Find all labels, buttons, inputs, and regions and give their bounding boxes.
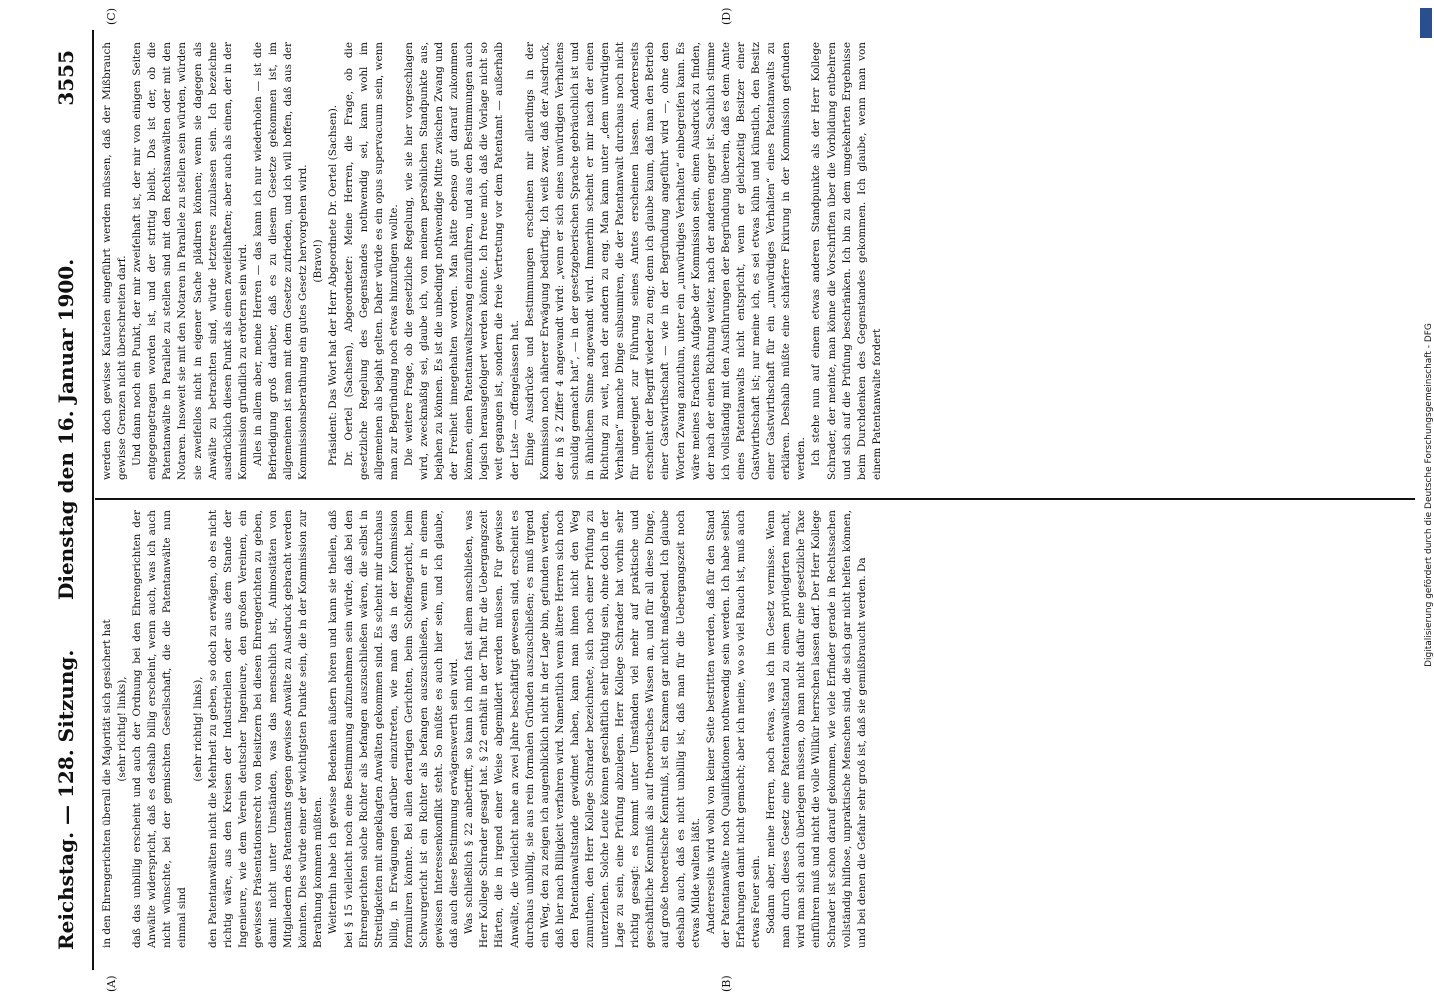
paragraph: den Patentanwälten nicht die Mehrheit zu geben, so doch zu erwägen, ob es nicht richtig wäre, aus den Kreisen der Industriellen oder aus dem Stande der Ingenieure, wie dem Verein deutscher Ingenieure, den großen Vereinen, ein gewisses Präsentationsrecht von Beisitzern bei diesen Ehrengerichten zu geben, damit nicht unter Umständen, was das menschlich ist, Animositäten von Mitgliedern des Patentamts gegen gewisse Anwälte zu Ausdruck gebracht werden könnten. Dies würde einer der wichtigsten Punkte sein, die in der Kommission zur Berathung kommen müßten. bbox=[206, 510, 325, 948]
paragraph: Andererseits wird wohl von keiner Seite bestritten werden, daß für den Stand der Patentanwälte noch Qualifikationen nothwendig sein werden. Ich habe selbst Erfahrungen damit nicht gemacht; aber ich meine, wo so viel Rauch ist, muß auch etwas Feuer sein. bbox=[704, 510, 763, 948]
header-session: Reichstag. — 128. Sitzung. bbox=[54, 649, 78, 950]
paragraph: in den Ehrengerichten überall die Majorität sich gesichert hat bbox=[101, 619, 113, 948]
paragraph: Die weitere Frage, ob die gesetzliche Regelung, wie sie hier vorgeschlagen wird, zweckmäßig sei, glaube ich, von meinem persönlichen Standpunkte aus, bejahen zu können. Es ist die unbedingt nothwendige Mitte zwischen Zwang und der Freiheit innegehalten worden. Man hätte ebenso gut darauf zukommen können, einen Patentanwaltszwang einzuführen, und aus den Bestimmungen auch logisch herausgefolgert werden könnte. Ich freue mich, daß die Vorlage nicht so weit gegangen ist, sondern die freie Vertretung vor dem Patentamt — außerhalb der Liste — offengelassen hat. bbox=[402, 42, 521, 480]
header-rule bbox=[92, 30, 94, 970]
margin-letter-d: (D) bbox=[720, 7, 733, 25]
paragraph: Was schließlich § 22 anbetrifft, so kann ich mich fast allem anschließen, was Herr Kollege Schrader gesagt hat. § 22 enthält in der That für die Uebergangszeit Härten, die in irgend einer Weise abgemildert werden müssen. Für gewisse Anwälte, die vielleicht nahe an zwei Jahre beschäftigt gewesen sind, erscheint es durchaus unbillig, sie aus rein formalen Gründen auszuschließen; es muß irgend ein Weg, den zu zeigen ich augenblicklich nicht in der Lage bin, gefunden werden, daß hier nach Billigkeit verfahren wird. Namentlich wenn ältere Herren sich noch den Patentanwaltstande gewidmet haben, kann man ihnen nicht den Weg zumuthen, den Herr Kollege Schrader bezeichnete, sich noch einer Prüfung zu unterziehen. Solche Leute können geschäftlich sehr tüchtig sein, ohne doch in der Lage zu sein, eine Prüfung abzulegen. Herr Kollege Schrader hat vorhin sehr richtig gesagt: es kommt unter Umständen viel mehr auf praktische und geschäftliche Kenntniß als auf theoretisches Wissen an, und für all diese Dinge, auf große theoretische Kenntniß, ist ein Examen gar nicht maßgebend. Ich glaube deshalb auch, daß es nicht unbillig ist, daß man für die Uebergangszeit noch etwas Milde walten läßt. bbox=[463, 510, 702, 948]
president-remark: Präsident: Das Wort hat der Herr Abgeordnete Dr. Oertel (Sachsen). bbox=[327, 104, 340, 466]
margin-letter-c: (C) bbox=[105, 8, 118, 25]
left-column bbox=[100, 510, 1410, 948]
speaker-paragraph: Dr. Oertel (Sachsen), Abgeordneter: Meine Herren, die Frage, ob die gesetzliche Regelung des Gegenstandes nothwendig sei, kann wohl im allgemeinen als bejaht gelten. Daher würde es ein opus supervacuum sein, wenn man zur Begründung noch etwas hinzufügen wollte. bbox=[342, 42, 400, 480]
dfg-credit-text: Digitalisierung gefördert durch die Deutsche Forschungsgemeinschaft - DFG bbox=[1424, 323, 1434, 667]
margin-letter-b: (B) bbox=[720, 975, 733, 992]
margin-letter-a: (A) bbox=[105, 975, 118, 992]
paragraph: Und dann noch ein Punkt, der mir zweifelhaft ist, der mir von einigen Seiten entgegengetragen worden ist, und der strittig bleibt. Das ist der, ob die Patentanwälte in Parallele zu stellen sind mit den Rechtsanwälten oder mit den Notaren. Insoweit sie mit den Notaren in Parallele zu stellen sein würden, würden sie zweifellos nicht in eigener Sache plädiren können; wenn sie dagegen als Anwälte zu betrachten sind, würde letzteres zuzulassen sein. Ich bezeichne ausdrücklich diesen Punkt als einen zweifelhaften; aber auch als einen, der in der Kommission gründlich zu erörtern sein wird. bbox=[131, 42, 249, 480]
digitization-note bbox=[1419, 0, 1434, 1000]
paragraph: Einige Ausdrücke und Bestimmungen erscheinen mir allerdings in der Kommission noch näherer Erwägung bedürftig. Ich weiß zwar, daß der Ausdruck, der in § 2 Ziffer 4 angewandt wird: „wenn er sich eines unwürdigen Verhaltens schuldig gemacht hat“, — in der gesetzgeberischen Sprache gebräuchlich ist und in ähnlichem Sinne angewandt wird. Immerhin scheint er mir nach der einen Richtung zu weit, nach der andern zu eng. Man kann unter „dem unwürdigen Verhalten“ manche Dinge subsumiren, die der Patentanwalt durchaus noch nicht für ungeeignet zur Führung seines Amtes erscheinen lassen. Andererseits erscheint der Begriff wieder zu eng; denn ich glaube kaum, daß man den Betrieb einer Gastwirthschaft — wie in der Begründung angeführt wird —, ohne den Worten Zwang anzuthun, unter ein „unwürdiges Verhalten“ einbegreifen kann. Es wäre meines Erachtens Aufgabe der Kommission sein, einen Ausdruck zu finden, der nach der einen Richtung weiter, nach der anderen enger ist. Sachlich stimme ich vollständig mit den Ausführungen der Begründung überein, daß es dem Amte eines Patentanwalts nicht entspricht, wenn er gleichzeitig Besitzer einer Gastwirthschaft ist; nur meine ich, es sei etwas kühn und künstlich, den Besitz einer Gastwirthschaft für ein „unwürdiges Verhalten“ eines Patentanwalts zu erklären. Deshalb müßte eine schärfere Fixirung in der Kommission gefunden werden. bbox=[523, 42, 808, 480]
paragraph: Alles in allem aber, meine Herren — das kann ich nur wiederholen — ist die Befriedigung groß darüber, daß es zu diesem Gesetze gekommen ist, im allgemeinen ist man mit dem Gesetze zufrieden, und ich will hoffen, daß aus der Kommissionsberathung ein gutes Gesetz hervorgehen wird. bbox=[251, 42, 310, 480]
paragraph: Weiterhin habe ich gewisse Bedenken äußern hören und kann sie theilen, daß bei § 15 vielleicht noch eine Bestimmung aufzunehmen sein würde, daß bei den Ehrengerichten solche Richter als befangen auszuschließen wären, die selbst in Streitigkeiten mit angeklagten Anwälten gekommen sind. Es scheint mir durchaus billig, in Erwägungen darüber einzutreten, wie man das in der Kommission formuliren könnte. Bei allen derartigen Gerichten, beim Schöffengericht, beim Schwurgericht ist ein Richter als befangen auszuschließen, wenn er in einem gewissen Interessenkonflikt steht. So müßte es auch hier sein, und ich glaube, daß auch diese Bestimmung erwägenswerth sein wird. bbox=[327, 510, 461, 948]
interjection: (sehr richtig! links), bbox=[116, 676, 129, 782]
interjection: (Bravo!) bbox=[312, 239, 325, 283]
paragraph: Sodann aber, meine Herren, noch etwas, was ich im Gesetz vermisse. Wenn man durch dieses Gesetz eine Patentanwaltstand zu einem privilegirten macht, wird man sich auch überlegen müssen, ob man nicht dafür eine gesetzliche Taxe einführen muß und nicht die volle Willkür herrschen lassen darf. Der Herr Kollege Schrader ist schon darauf gekommen, wie viele Erfinder gerade in Rechtssachen vollständig hilflose, unpraktische Menschen sind, die sich gar nicht helfen können, und bei denen die Gefahr sehr groß ist, daß sie gemißbraucht werden. Da bbox=[765, 510, 868, 948]
paragraph: daß das unbillig erscheint und auch der Ordnung bei den Ehrengerichten der Anwälte widerspricht, daß es deshalb billig erscheint, wenn auch, was ich auch nicht wünschte, bei der gemischten Gesellschaft, die die Patentanwälte nun einmal sind bbox=[131, 510, 189, 948]
page-number: 3555 bbox=[54, 50, 78, 106]
column-divider bbox=[95, 499, 1415, 501]
interjection: (sehr richtig! links), bbox=[191, 676, 204, 782]
header-date: Dienstag den 16. Januar 1900. bbox=[54, 258, 78, 600]
paragraph: werden doch gewisse Kautelen eingeführt werden müssen, daß der Mißbrauch gewisse Grenzen nicht überschreiten darf. bbox=[101, 42, 129, 480]
right-column bbox=[100, 42, 1410, 480]
dfg-logo-icon bbox=[1420, 8, 1432, 38]
page-header bbox=[50, 30, 90, 970]
paragraph: Ich stehe nun auf einem etwas anderen Standpunkte als der Herr Kollege Schrader, der meinte, man könne die Vorschriften über die Vorbildung entbehren und sich auf die Prüfung beschränken. Ich bin zu dem umgekehrten Ergebnisse beim Durchdenken des Gegenstandes gekommen. Ich glaube, wenn man von einem Patentanwalte fordert bbox=[810, 42, 883, 480]
